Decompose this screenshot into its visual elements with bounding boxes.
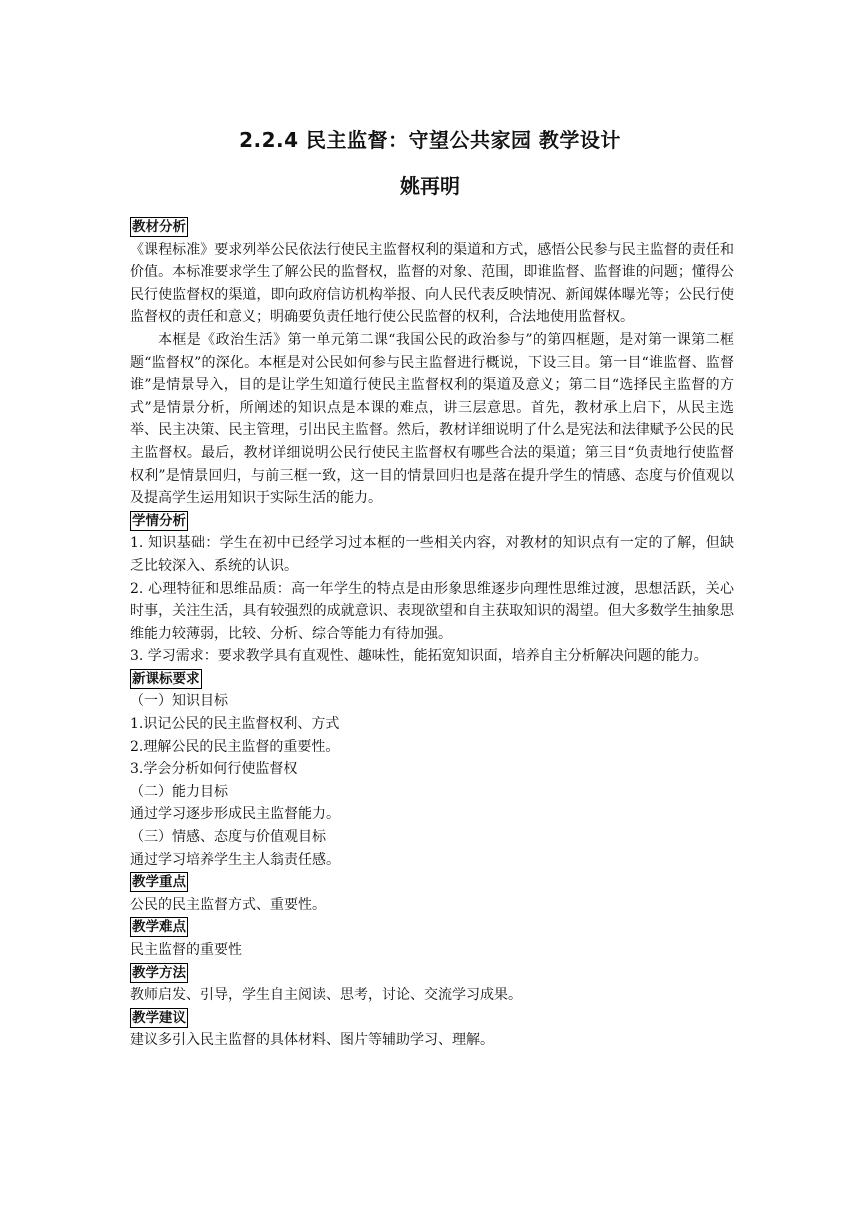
list-item: （三）情感、态度与价值观目标	[130, 829, 326, 846]
document-body	[130, 216, 734, 1052]
paragraph: 本框是《政治生活》第一单元第二课“我国公民的政治参与”的第四框题，是对第一课第二框题“监督权”的深化。本框是对公民如何参与民主监督进行概说，下设三目。第一目“谁监督、监督谁”是情景导入，目的是让学生知道行使民主监督权利的渠道及意义；第二目“选择民主监督的方式”是情景分析，所阐述的知识点是本课的难点，讲三层意思。首先，教材承上启下，从民主选举、民主决策、民主管理，引出民主监督。然后，教材详细说明了什么是宪法和法律赋予公民的民主监督权。最后，教材详细说明公民行使民主监督权有哪些合法的渠道；第三目“负责地行使监督权利”是情景回归，与前三框一致，这一目的情景回归也是落在提升学生的情感、态度与价值观以及提高学生运用知识于实际生活的能力。	[130, 331, 734, 507]
list-item: 3.学会分析如何行使监督权	[130, 761, 298, 778]
paragraph: 2. 心理特征和思维品质：高一年学生的特点是由形象思维逐步向理性思维过渡，思想活跃，关心时事，关注生活，具有较强烈的成就意识、表现欲望和自主获取知识的渴望。但大多数学生抽象思维能力较薄弱，比较、分析、综合等能力有待加强。	[130, 580, 734, 642]
document-title: 2.2.4 民主监督：守望公共家园 教学设计	[239, 128, 621, 152]
paragraph: 《课程标准》要求列举公民依法行使民主监督权利的渠道和方式，感悟公民参与民主监督的责任和价值。本标准要求学生了解公民的监督权，监督的对象、范围，即谁监督、监督谁的问题；懂得公民行使监督权的渠道，即向政府信访机构举报、向人民代表反映情况、新闻媒体曝光等；公民行使监督权的责任和意义；明确要负责任地行使公民监督的权利，合法地使用监督权。	[130, 241, 734, 326]
list-item: （一）知识目标	[130, 693, 228, 710]
paragraph: 民主监督的重要性	[130, 942, 242, 958]
section-heading-standards: 新课标要求	[132, 670, 200, 687]
section-heading-suggestions: 教学建议	[132, 1009, 186, 1026]
list-item: 通过学习培养学生主人翁责任感。	[130, 851, 340, 868]
list-item: 通过学习逐步形成民主监督能力。	[130, 806, 340, 823]
list-item: 2.理解公民的民主监督的重要性。	[130, 738, 340, 755]
paragraph: 1. 知识基础：学生在初中已经学习过本框的一些相关内容，对教材的知识点有一定的了解，但缺乏比较深入、系统的认识。	[130, 535, 734, 574]
section-heading-difficulties: 教学难点	[132, 919, 186, 936]
paragraph: 建议多引入民主监督的具体材料、图片等辅助学习、理解。	[130, 1032, 494, 1049]
section-heading-keypoints: 教学重点	[132, 874, 186, 891]
paragraph: 公民的民主监督方式、重要性。	[130, 896, 326, 913]
document-author: 姚再明	[400, 174, 460, 198]
section-heading-methods: 教学方法	[132, 964, 186, 981]
section-heading-students: 学情分析	[132, 512, 186, 529]
list-item: （二）能力目标	[130, 783, 228, 800]
section-heading-textbook: 教材分析	[132, 219, 186, 235]
paragraph: 3. 学习需求：要求教学具有直观性、趣味性，能拓宽知识面，培养自主分析解决问题的能力。	[130, 648, 708, 665]
list-item: 1.识记公民的民主监督权利、方式	[130, 716, 340, 733]
paragraph: 教师启发、引导，学生自主阅读、思考，讨论、交流学习成果。	[130, 987, 522, 1004]
